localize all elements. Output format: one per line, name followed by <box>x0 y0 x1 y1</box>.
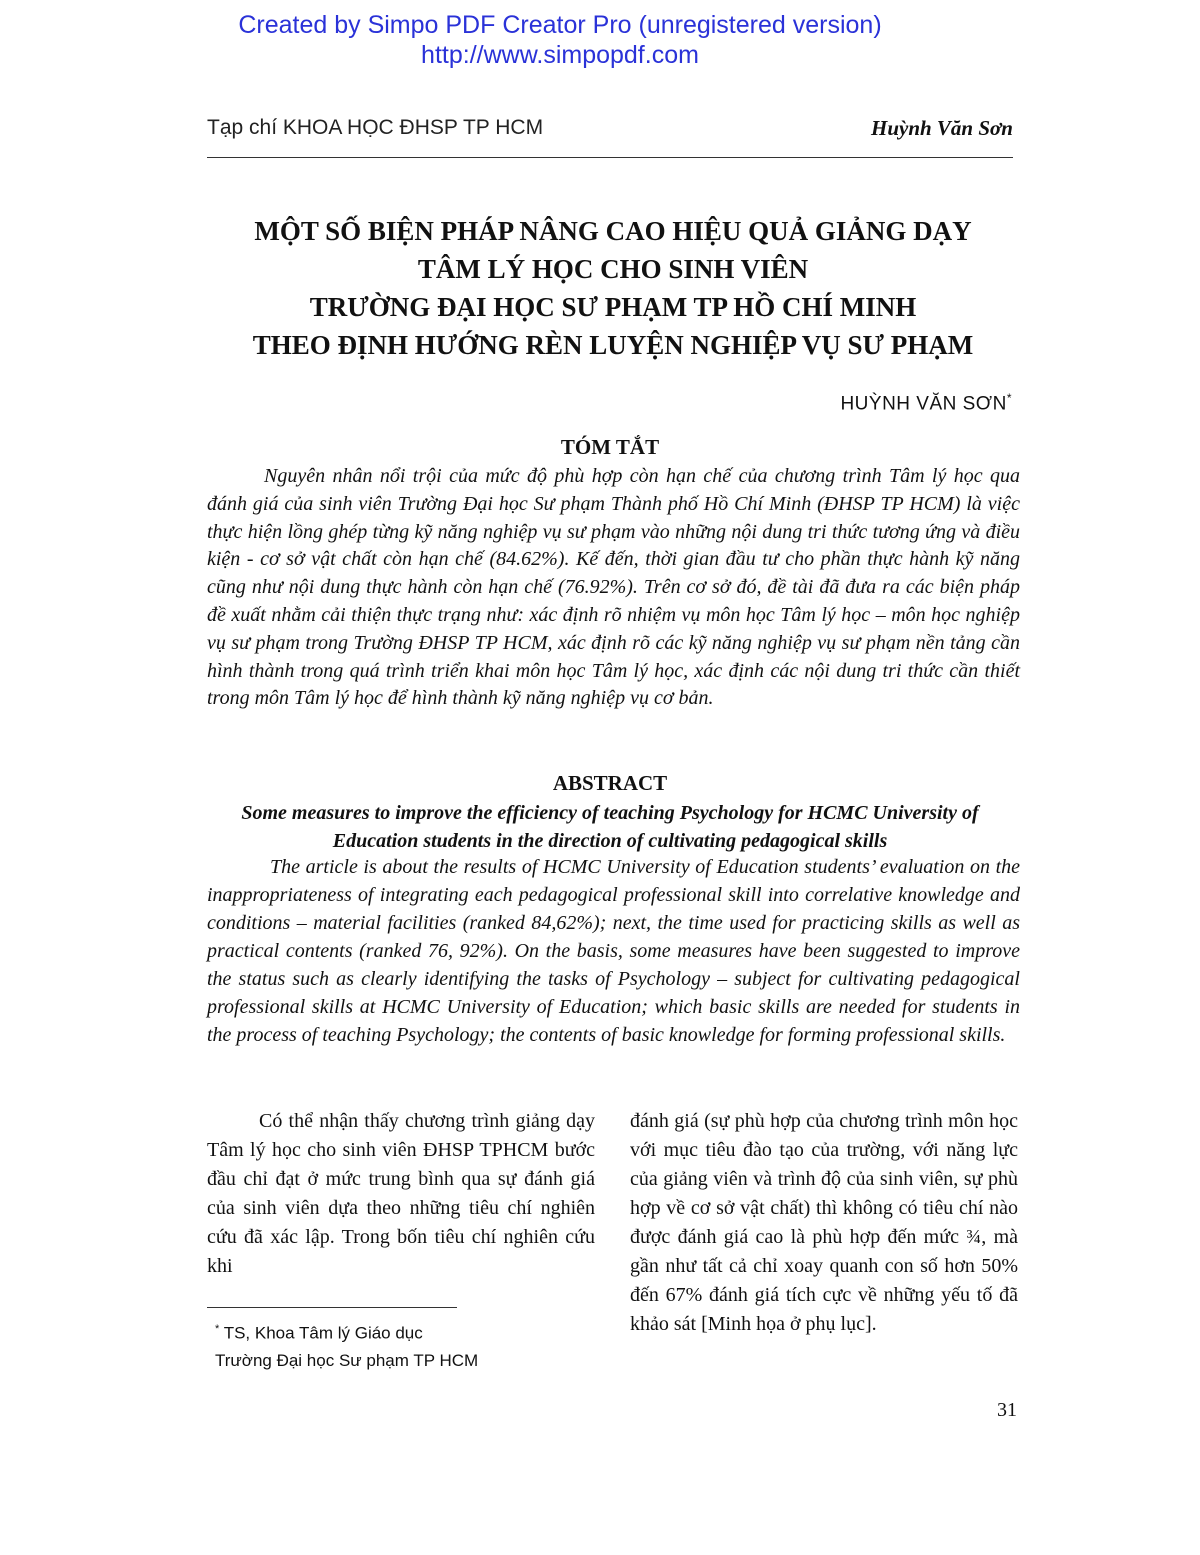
author-footnote-mark: * <box>1006 391 1012 405</box>
abstract-en-heading: ABSTRACT <box>552 771 668 795</box>
summary-vn-text: Nguyên nhân nổi trội của mức độ phù hợp còn hạn chế của chương trình Tâm lý học qua đánh giá của sinh viên Trường Đại học Sư phạm Thành phố Hồ Chí Minh (ĐHSP TP HCM) là việc thực hiện lồng ghép từng kỹ năng nghiệp vụ sư phạm vào những nội dung tri thức tương ứng và điều kiện - cơ sở vật chất còn hạn chế (84.62%). Kế đến, thời gian đầu tư cho phần thực hành kỹ năng cũng như nội dung thực hành còn hạn chế (76.92%). Trên cơ sở đó, đề tài đã đưa ra các biện pháp đề xuất nhằm cải thiện thực trạng như: xác định rõ nhiệm vụ môn học Tâm lý học – môn học nghiệp vụ sư phạm trong Trường ĐHSP TP HCM, xác định rõ các kỹ năng nghiệp vụ sư phạm nền tảng cần hình thành trong quá trình triển khai môn học Tâm lý học, xác định các nội dung tri thức cần thiết trong môn Tâm lý học để hình thành kỹ năng nghiệp vụ cơ bản. <box>207 465 1020 710</box>
title-line: TRƯỜNG ĐẠI HỌC SƯ PHẠM TP HỒ CHÍ MINH <box>309 292 917 322</box>
article-title <box>160 212 1066 364</box>
footnote-rule <box>207 1307 457 1308</box>
pdf-creator-watermark <box>0 10 1120 70</box>
header-author: Huỳnh Văn Sơn <box>870 116 1013 140</box>
footnote-line-2: Trường Đại học Sư phạm TP HCM <box>215 1350 479 1370</box>
journal-name: Tạp chí KHOA HỌC ĐHSP TP HCM <box>207 116 544 139</box>
running-header <box>207 116 1013 146</box>
title-line: THEO ĐỊNH HƯỚNG RÈN LUYỆN NGHIỆP VỤ SƯ PHẠM <box>252 330 974 360</box>
footnote-mark: * <box>215 1323 220 1335</box>
watermark-url[interactable]: http://www.simpopdf.com <box>421 41 699 69</box>
title-line: TÂM LÝ HỌC CHO SINH VIÊN <box>417 254 809 284</box>
abstract-en-title: Some measures to improve the efficiency of teaching Psychology for HCMC University of Education students in the direction of cultivating pedagogical skills <box>241 802 979 852</box>
footnote <box>215 1316 478 1374</box>
page-number: 31 <box>997 1399 1017 1421</box>
footnote-line-1: TS, Khoa Tâm lý Giáo dục <box>223 1323 423 1343</box>
body-column-left: Có thể nhận thấy chương trình giảng dạy Tâm lý học cho sinh viên ĐHSP TPHCM bước đầu chỉ đạt ở mức trung bình qua sự đánh giá của sinh viên dựa theo những tiêu chí nghiên cứu đã xác lập. Trong bốn tiêu chí nghiên cứu khi <box>207 1110 595 1277</box>
author-byline <box>840 391 1012 415</box>
header-rule <box>207 157 1013 158</box>
body-column-right: đánh giá (sự phù hợp của chương trình môn học với mục tiêu đào tạo của trường, với năng lực của giảng viên và trình độ của sinh viên, sự phù hợp về cơ sở vật chất) thì không có tiêu chí nào được đánh giá cao là phù hợp đến mức ¾, mà gần như tất cả chỉ xoay quanh con số hơn 50% đến 67% đánh giá tích cực về những yếu tố đã khảo sát [Minh họa ở phụ lục]. <box>630 1110 1018 1335</box>
abstract-en-text: The article is about the results of HCMC University of Education students’ evaluation on the inappropriateness of integrating each pedagogical professional skill into correlative knowledge and conditions – material facilities (ranked 84,62%); next, the time used for practicing skills as well as practical contents (ranked 76, 92%). On the basis, some measures have been suggested to improve the status such as clearly identifying the tasks of Psychology – subject for cultivating pedagogical professional skills at HCMC University of Education; which basic skills are needed for students in the process of teaching Psychology; the contents of basic knowledge for forming professional skills. <box>207 856 1020 1046</box>
title-line: MỘT SỐ BIỆN PHÁP NÂNG CAO HIỆU QUẢ GIẢNG DẠY <box>254 216 972 246</box>
watermark-line-1: Created by Simpo PDF Creator Pro (unregistered version) <box>238 11 882 39</box>
author-name: HUỲNH VĂN SƠN <box>840 393 1007 415</box>
summary-vn-heading: TÓM TẮT <box>560 435 660 459</box>
